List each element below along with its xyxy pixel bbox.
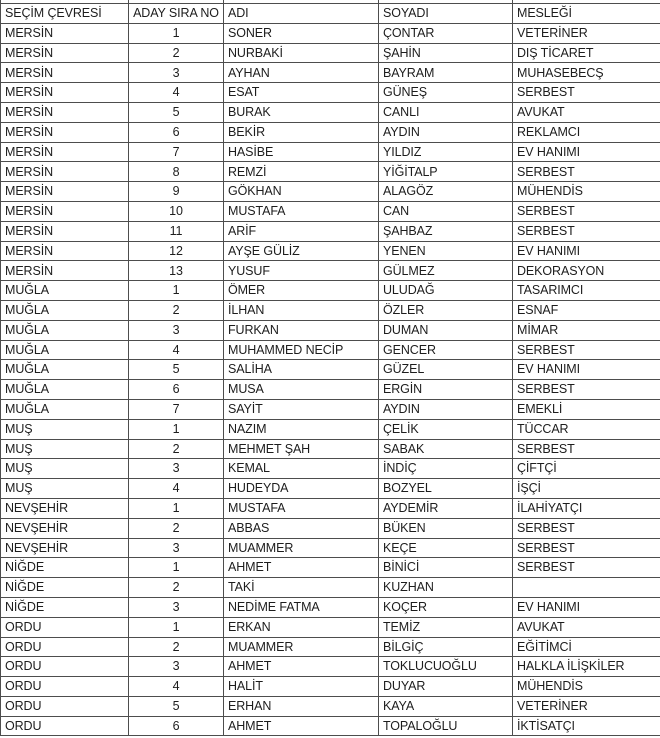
table-row: [1, 83, 660, 103]
cell-province: MERSİN: [1, 43, 129, 63]
cell-order-no: 2: [129, 578, 224, 598]
table-row: [1, 261, 660, 281]
cell-first-name: MUAMMER: [224, 538, 379, 558]
cell-profession: SERBEST: [513, 221, 660, 241]
cell-province: MUŞ: [1, 479, 129, 499]
cell-province: MERSİN: [1, 241, 129, 261]
cell-order-no: 6: [129, 380, 224, 400]
cell-first-name: AYHAN: [224, 63, 379, 83]
cell-profession: SERBEST: [513, 340, 660, 360]
table-row: [1, 459, 660, 479]
cell-province: MUŞ: [1, 439, 129, 459]
cell-surname: KOÇER: [379, 597, 513, 617]
cell-order-no: 4: [129, 83, 224, 103]
cell-surname: ULUDAĞ: [379, 281, 513, 301]
cell-surname: AYDIN: [379, 399, 513, 419]
cell-profession: İKTİSATÇI: [513, 716, 660, 736]
cell-first-name: BURAK: [224, 102, 379, 122]
cell-province: MUĞLA: [1, 380, 129, 400]
cell-surname: İNDİÇ: [379, 459, 513, 479]
table-row: [1, 716, 660, 736]
cell-profession: MUHASEBECŞ: [513, 63, 660, 83]
cell-profession: AVUKAT: [513, 102, 660, 122]
cell-profession: SERBEST: [513, 538, 660, 558]
table-row: [1, 657, 660, 677]
cell-first-name: HALİT: [224, 677, 379, 697]
cell-order-no: 5: [129, 696, 224, 716]
cell-order-no: 10: [129, 201, 224, 221]
cell-surname: BİLGİÇ: [379, 637, 513, 657]
cell-first-name: AYŞE GÜLİZ: [224, 241, 379, 261]
cell-surname: CAN: [379, 201, 513, 221]
table-row: [1, 419, 660, 439]
table-row: [1, 360, 660, 380]
table-row: [1, 617, 660, 637]
cell-profession: DEKORASYON: [513, 261, 660, 281]
cell-profession: EV HANIMI: [513, 597, 660, 617]
cell-profession: SERBEST: [513, 380, 660, 400]
cell-province: ORDU: [1, 716, 129, 736]
cell-profession: EĞİTİMCİ: [513, 637, 660, 657]
cell-province: NİĞDE: [1, 578, 129, 598]
cell-province: MUŞ: [1, 419, 129, 439]
cell-profession: ÇİFTÇİ: [513, 459, 660, 479]
cell-first-name: YUSUF: [224, 261, 379, 281]
cell-surname: ERGİN: [379, 380, 513, 400]
cell-province: MUĞLA: [1, 399, 129, 419]
cell-order-no: 7: [129, 142, 224, 162]
cell-surname: ŞAHİN: [379, 43, 513, 63]
cell-surname: DUMAN: [379, 320, 513, 340]
cell-province: NEVŞEHİR: [1, 538, 129, 558]
table-row: [1, 439, 660, 459]
cell-order-no: 4: [129, 479, 224, 499]
cell-first-name: ABBAS: [224, 518, 379, 538]
cell-province: MUĞLA: [1, 360, 129, 380]
cell-profession: VETERİNER: [513, 696, 660, 716]
cell-profession: TÜCCAR: [513, 419, 660, 439]
cell-surname: ÇELİK: [379, 419, 513, 439]
table-row: [1, 518, 660, 538]
cell-first-name: NEDİME FATMA: [224, 597, 379, 617]
cell-order-no: 1: [129, 617, 224, 637]
cell-order-no: 4: [129, 340, 224, 360]
cell-province: MERSİN: [1, 221, 129, 241]
cell-surname: BÜKEN: [379, 518, 513, 538]
cell-profession: EMEKLİ: [513, 399, 660, 419]
cell-surname: AYDIN: [379, 122, 513, 142]
cell-first-name: ÖMER: [224, 281, 379, 301]
cell-profession: EV HANIMI: [513, 241, 660, 261]
cell-province: MERSİN: [1, 122, 129, 142]
cell-surname: AYDEMİR: [379, 498, 513, 518]
cell-first-name: MEHMET ŞAH: [224, 439, 379, 459]
cell-surname: ALAGÖZ: [379, 182, 513, 202]
table-body: [1, 0, 660, 736]
table-row: [1, 162, 660, 182]
table-row: [1, 43, 660, 63]
cell-surname: TEMİZ: [379, 617, 513, 637]
cell-order-no: 2: [129, 43, 224, 63]
cell-surname: GÜNEŞ: [379, 83, 513, 103]
table-row: [1, 578, 660, 598]
table-row: [1, 320, 660, 340]
cell-first-name: HUDEYDA: [224, 479, 379, 499]
cell-first-name: GÖKHAN: [224, 182, 379, 202]
cell-first-name: ERKAN: [224, 617, 379, 637]
cell-province: ORDU: [1, 617, 129, 637]
header-row: [1, 4, 660, 24]
table-row: [1, 102, 660, 122]
table-row: [1, 340, 660, 360]
cell-profession: SERBEST: [513, 518, 660, 538]
cell-surname: DUYAR: [379, 677, 513, 697]
cell-profession: DIŞ TİCARET: [513, 43, 660, 63]
cell-surname: TOPALOĞLU: [379, 716, 513, 736]
cell-surname: YİĞİTALP: [379, 162, 513, 182]
cell-first-name: MUHAMMED NECİP: [224, 340, 379, 360]
cell-order-no: 3: [129, 597, 224, 617]
table-row: [1, 479, 660, 499]
cell-first-name: İLHAN: [224, 300, 379, 320]
cell-surname: ŞAHBAZ: [379, 221, 513, 241]
cell-first-name: SALİHA: [224, 360, 379, 380]
cell-surname: KUZHAN: [379, 578, 513, 598]
cell-profession: İLAHİYATÇI: [513, 498, 660, 518]
cell-province: NİĞDE: [1, 597, 129, 617]
cell-profession: SERBEST: [513, 162, 660, 182]
cell-province: ORDU: [1, 696, 129, 716]
cell-province: MERSİN: [1, 261, 129, 281]
cell-order-no: 9: [129, 182, 224, 202]
cell-first-name: MUSTAFA: [224, 498, 379, 518]
cell-province: MUĞLA: [1, 281, 129, 301]
cell-order-no: 5: [129, 102, 224, 122]
cell-profession: MİMAR: [513, 320, 660, 340]
cell-profession: SERBEST: [513, 558, 660, 578]
cell-profession: REKLAMCI: [513, 122, 660, 142]
column-header-meslegi: MESLEĞİ: [513, 4, 660, 24]
cell-first-name: ARİF: [224, 221, 379, 241]
cell-first-name: AHMET: [224, 558, 379, 578]
cell-surname: KEÇE: [379, 538, 513, 558]
cell-first-name: HASİBE: [224, 142, 379, 162]
cell-province: MUĞLA: [1, 300, 129, 320]
cell-province: MERSİN: [1, 182, 129, 202]
table-row: [1, 380, 660, 400]
cell-order-no: 2: [129, 518, 224, 538]
cell-order-no: 3: [129, 320, 224, 340]
cell-profession: ESNAF: [513, 300, 660, 320]
cell-surname: YILDIZ: [379, 142, 513, 162]
cell-province: MERSİN: [1, 142, 129, 162]
cell-surname: GENCER: [379, 340, 513, 360]
cell-order-no: 3: [129, 657, 224, 677]
cell-order-no: 6: [129, 122, 224, 142]
cell-first-name: NURBAKİ: [224, 43, 379, 63]
table-row: [1, 399, 660, 419]
cell-order-no: 3: [129, 538, 224, 558]
cell-first-name: AHMET: [224, 716, 379, 736]
table-row: [1, 538, 660, 558]
cell-profession: EV HANIMI: [513, 360, 660, 380]
table-row: [1, 281, 660, 301]
cell-surname: BİNİCİ: [379, 558, 513, 578]
cell-province: MERSİN: [1, 63, 129, 83]
cell-first-name: REMZİ: [224, 162, 379, 182]
cell-profession: MÜHENDİS: [513, 677, 660, 697]
cell-order-no: 1: [129, 498, 224, 518]
cell-surname: YENEN: [379, 241, 513, 261]
column-header-aday-sira-no: ADAY SIRA NO: [129, 4, 224, 24]
table-row: [1, 221, 660, 241]
cell-first-name: ESAT: [224, 83, 379, 103]
table-row: [1, 241, 660, 261]
cell-province: NEVŞEHİR: [1, 498, 129, 518]
cell-province: MERSİN: [1, 102, 129, 122]
cell-surname: BOZYEL: [379, 479, 513, 499]
cell-province: MERSİN: [1, 23, 129, 43]
table-row: [1, 597, 660, 617]
cell-order-no: 11: [129, 221, 224, 241]
column-header-soyadi: SOYADI: [379, 4, 513, 24]
cell-province: MERSİN: [1, 83, 129, 103]
cell-order-no: 1: [129, 23, 224, 43]
cell-order-no: 12: [129, 241, 224, 261]
cell-province: MUŞ: [1, 459, 129, 479]
cell-order-no: 6: [129, 716, 224, 736]
table-row: [1, 63, 660, 83]
table-row: [1, 23, 660, 43]
cell-order-no: 8: [129, 162, 224, 182]
cell-surname: SABAK: [379, 439, 513, 459]
cell-profession: MÜHENDİS: [513, 182, 660, 202]
cell-profession: SERBEST: [513, 83, 660, 103]
cell-profession: İŞÇİ: [513, 479, 660, 499]
cell-first-name: ERHAN: [224, 696, 379, 716]
cell-first-name: BEKİR: [224, 122, 379, 142]
cell-surname: TOKLUCUOĞLU: [379, 657, 513, 677]
cell-province: MUĞLA: [1, 340, 129, 360]
cell-province: ORDU: [1, 677, 129, 697]
table-row: [1, 182, 660, 202]
cell-surname: KAYA: [379, 696, 513, 716]
cell-profession: EV HANIMI: [513, 142, 660, 162]
table-row: [1, 300, 660, 320]
cell-first-name: SAYİT: [224, 399, 379, 419]
cell-first-name: KEMAL: [224, 459, 379, 479]
cell-first-name: NAZIM: [224, 419, 379, 439]
cell-order-no: 3: [129, 459, 224, 479]
table-row: [1, 696, 660, 716]
cell-surname: GÜZEL: [379, 360, 513, 380]
cell-surname: BAYRAM: [379, 63, 513, 83]
cell-province: MERSİN: [1, 201, 129, 221]
cell-surname: ÖZLER: [379, 300, 513, 320]
table-row: [1, 637, 660, 657]
cell-order-no: 2: [129, 439, 224, 459]
cell-profession: HALKLA İLİŞKİLER: [513, 657, 660, 677]
cell-first-name: AHMET: [224, 657, 379, 677]
table-row: [1, 142, 660, 162]
cell-first-name: MUAMMER: [224, 637, 379, 657]
cell-order-no: 2: [129, 300, 224, 320]
cell-profession: SERBEST: [513, 439, 660, 459]
cell-first-name: FURKAN: [224, 320, 379, 340]
cell-province: NEVŞEHİR: [1, 518, 129, 538]
cell-surname: CANLI: [379, 102, 513, 122]
cell-province: ORDU: [1, 657, 129, 677]
cell-order-no: 7: [129, 399, 224, 419]
cell-order-no: 5: [129, 360, 224, 380]
table-row: [1, 677, 660, 697]
cell-profession: AVUKAT: [513, 617, 660, 637]
table-row: [1, 122, 660, 142]
cell-first-name: SONER: [224, 23, 379, 43]
cell-order-no: 1: [129, 281, 224, 301]
cell-first-name: TAKİ: [224, 578, 379, 598]
table-row: [1, 201, 660, 221]
cell-surname: GÜLMEZ: [379, 261, 513, 281]
cell-profession: VETERİNER: [513, 23, 660, 43]
table-row: [1, 558, 660, 578]
cell-order-no: 3: [129, 63, 224, 83]
cell-province: ORDU: [1, 637, 129, 657]
cell-province: MERSİN: [1, 162, 129, 182]
cell-profession: TASARIMCI: [513, 281, 660, 301]
cell-order-no: 1: [129, 419, 224, 439]
cell-order-no: 4: [129, 677, 224, 697]
cell-order-no: 2: [129, 637, 224, 657]
cell-order-no: 1: [129, 558, 224, 578]
cell-order-no: 13: [129, 261, 224, 281]
column-header-adi: ADI: [224, 4, 379, 24]
column-header-secim-cevresi: SEÇİM ÇEVRESİ: [1, 4, 129, 24]
cell-province: MUĞLA: [1, 320, 129, 340]
cell-first-name: MUSA: [224, 380, 379, 400]
cell-first-name: MUSTAFA: [224, 201, 379, 221]
cell-profession: SERBEST: [513, 201, 660, 221]
cell-province: NİĞDE: [1, 558, 129, 578]
cell-profession: [513, 578, 660, 598]
cell-surname: ÇONTAR: [379, 23, 513, 43]
table-row: [1, 498, 660, 518]
